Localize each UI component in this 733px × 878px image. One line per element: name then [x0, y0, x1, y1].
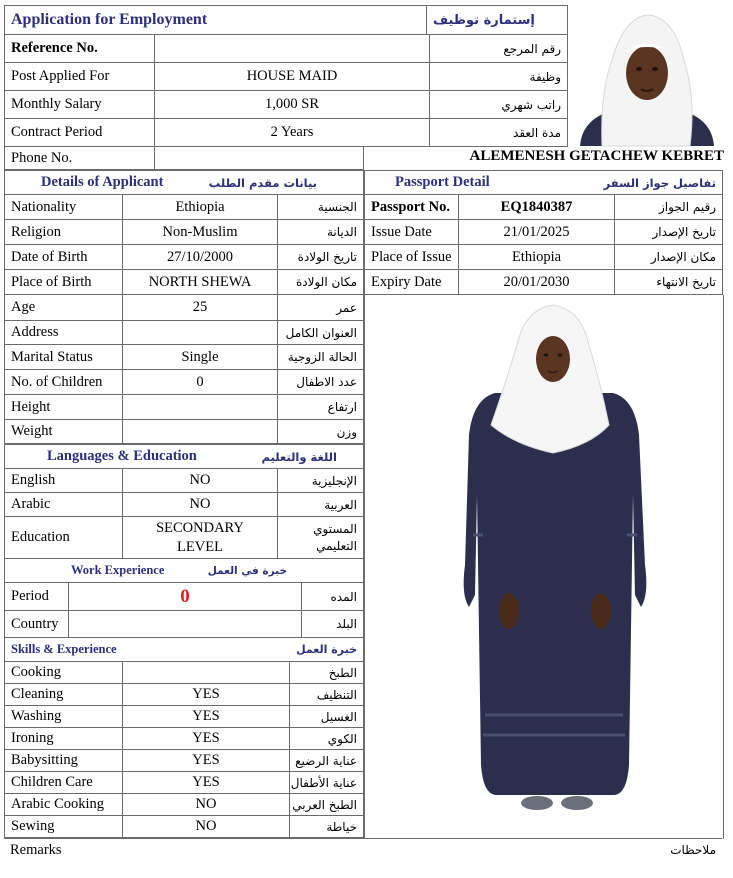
skill-label-ar: الكوي [290, 728, 364, 750]
children-label: No. of Children [5, 370, 123, 395]
dob-label-ar: تاريخ الولادة [278, 245, 364, 270]
phone-label: Phone No. [5, 147, 155, 170]
english-label-ar: الإنجليزية [278, 469, 364, 493]
skills-title: Skills & Experience [5, 638, 290, 662]
work-title: Work Experience [5, 559, 302, 583]
children-value: 0 [123, 370, 278, 395]
skill-label: Washing [5, 706, 123, 728]
skill-label-ar: التنظيف [290, 684, 364, 706]
address-label-ar: العنوان الكامل [278, 321, 364, 345]
skill-value: YES [123, 750, 290, 772]
skill-value [123, 662, 290, 684]
english-label: English [5, 469, 123, 493]
passport-title: Passport Detail [365, 171, 615, 195]
skill-label-ar: خياطة [290, 816, 364, 838]
contract-value: 2 Years [155, 119, 430, 147]
remarks-label: Remarks [10, 842, 62, 858]
passport-table [364, 170, 723, 295]
marital-label: Marital Status [5, 345, 123, 370]
skill-label-ar: الطبخ [290, 662, 364, 684]
arabic-value: NO [123, 493, 278, 517]
skills-title-ar: خبرة العمل [290, 638, 364, 662]
skill-value: YES [123, 728, 290, 750]
skill-label: Cleaning [5, 684, 123, 706]
period-label-ar: المده [302, 583, 364, 611]
skill-label: Arabic Cooking [5, 794, 123, 816]
passport-no-value: EQ1840387 [459, 195, 615, 220]
applicant-name: ALEMENESH GETACHEW KEBRET [469, 148, 724, 164]
nationality-label: Nationality [5, 195, 123, 220]
pob-label: Place of Birth [5, 270, 123, 295]
passport-no-label-ar: رقيم الجواز [615, 195, 723, 220]
remarks-label-ar: ملاحظات [670, 843, 716, 857]
marital-label-ar: الحالة الزوجية [278, 345, 364, 370]
religion-label: Religion [5, 220, 123, 245]
skills-table [4, 637, 364, 838]
country-label-ar: البلد [302, 611, 364, 638]
address-label: Address [5, 321, 123, 345]
details-title: Details of Applicant [5, 171, 278, 195]
skill-value: YES [123, 684, 290, 706]
languages-title: Languages & Education [5, 445, 278, 469]
title-en: Application for Employment [5, 6, 427, 35]
title-ar: إستمارة توظيف [427, 6, 568, 35]
age-label-ar: عمر [278, 295, 364, 321]
nationality-value: Ethiopia [123, 195, 278, 220]
salary-label: Monthly Salary [5, 91, 155, 119]
expiry-value: 20/01/2030 [459, 270, 615, 295]
post-value: HOUSE MAID [155, 63, 430, 91]
salary-label-ar: راتب شهري [430, 91, 568, 119]
skill-label: Cooking [5, 662, 123, 684]
phone-row [4, 146, 364, 170]
languages-table [4, 444, 364, 559]
nationality-label-ar: الجنسية [278, 195, 364, 220]
issue-date-value: 21/01/2025 [459, 220, 615, 245]
issue-place-value: Ethiopia [459, 245, 615, 270]
top-info-table [4, 34, 568, 147]
skill-label: Babysitting [5, 750, 123, 772]
skill-value: YES [123, 772, 290, 794]
full-body-photo [364, 295, 724, 839]
weight-label: Weight [5, 420, 123, 444]
skill-label-ar: عناية الأطفال [290, 772, 364, 794]
skill-value: NO [123, 794, 290, 816]
skill-label: Children Care [5, 772, 123, 794]
marital-value: Single [123, 345, 278, 370]
details-table [4, 170, 364, 444]
passport-no-label: Passport No. [365, 195, 459, 220]
education-label: Education [5, 517, 123, 559]
post-label: Post Applied For [5, 63, 155, 91]
dob-value: 27/10/2000 [123, 245, 278, 270]
contract-label-ar: مدة العقد [430, 119, 568, 147]
weight-value [123, 420, 278, 444]
details-title-ar: بيانات مقدم الطلب [278, 171, 364, 195]
portrait-photo [572, 5, 722, 146]
application-header [4, 5, 568, 35]
height-label: Height [5, 395, 123, 420]
skill-label-ar: عناية الرضيع [290, 750, 364, 772]
education-label-ar: المستوي التعليمي [278, 517, 364, 559]
contract-label: Contract Period [5, 119, 155, 147]
issue-date-label-ar: تاريخ الإصدار [615, 220, 723, 245]
skill-label-ar: الغسيل [290, 706, 364, 728]
work-table [4, 558, 364, 638]
age-value: 25 [123, 295, 278, 321]
period-label: Period [5, 583, 69, 611]
skill-label: Ironing [5, 728, 123, 750]
expiry-label-ar: تاريخ الانتهاء [615, 270, 723, 295]
work-title-ar: خبرة في العمل [302, 559, 364, 583]
height-value [123, 395, 278, 420]
issue-place-label: Place of Issue [365, 245, 459, 270]
education-value: SECONDARY LEVEL [123, 517, 278, 559]
post-label-ar: وظيفة [430, 63, 568, 91]
phone-value [155, 147, 364, 170]
remarks-row [4, 838, 722, 863]
country-value [69, 611, 302, 638]
religion-label-ar: الديانة [278, 220, 364, 245]
period-value: 0 [69, 583, 302, 611]
children-label-ar: عدد الاطفال [278, 370, 364, 395]
skill-value: NO [123, 816, 290, 838]
english-value: NO [123, 469, 278, 493]
arabic-label: Arabic [5, 493, 123, 517]
languages-title-ar: اللغة والتعليم [278, 445, 364, 469]
passport-title-ar: تفاصيل جواز السفر [615, 171, 723, 195]
pob-label-ar: مكان الولادة [278, 270, 364, 295]
skill-label-ar: الطبخ العربي [290, 794, 364, 816]
religion-value: Non-Muslim [123, 220, 278, 245]
skill-value: YES [123, 706, 290, 728]
arabic-label-ar: العربية [278, 493, 364, 517]
reference-label: Reference No. [5, 35, 155, 63]
address-value [123, 321, 278, 345]
country-label: Country [5, 611, 69, 638]
weight-label-ar: وزن [278, 420, 364, 444]
age-label: Age [5, 295, 123, 321]
reference-value [155, 35, 430, 63]
salary-value: 1,000 SR [155, 91, 430, 119]
issue-place-label-ar: مكان الإصدار [615, 245, 723, 270]
dob-label: Date of Birth [5, 245, 123, 270]
reference-label-ar: رقم المرجع [430, 35, 568, 63]
expiry-label: Expiry Date [365, 270, 459, 295]
height-label-ar: ارتفاع [278, 395, 364, 420]
issue-date-label: Issue Date [365, 220, 459, 245]
skill-label: Sewing [5, 816, 123, 838]
pob-value: NORTH SHEWA [123, 270, 278, 295]
